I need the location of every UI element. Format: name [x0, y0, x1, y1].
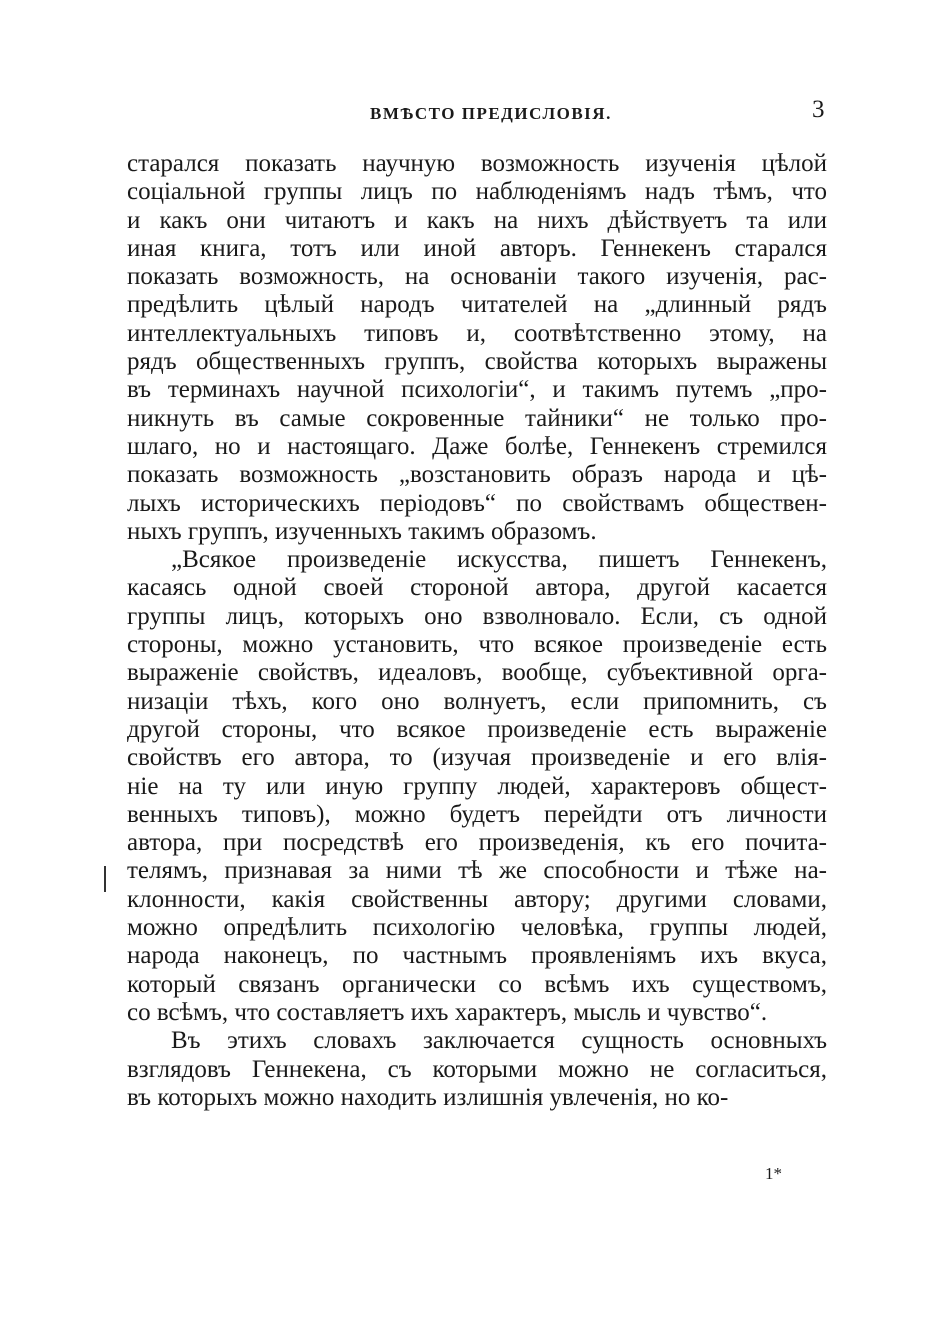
text-line: показать возможность „возстановить образъ народа и цѣ-	[127, 461, 827, 489]
text-line: который связанъ органически со всѣмъ ихъ существомъ,	[127, 970, 827, 998]
text-line: группы лицъ, которыхъ оно взволновало. Если, съ одной	[127, 602, 827, 630]
page-number: 3	[812, 96, 825, 123]
running-head: ВМѢСТО ПРЕДИСЛОВІЯ.	[370, 104, 612, 123]
body-text	[127, 150, 827, 1112]
text-line: „Всякое произведеніе искусства, пишетъ Геннекенъ,	[171, 546, 827, 574]
text-line: лыхъ историческихъ періодовъ“ по свойствамъ обществен-	[127, 489, 827, 517]
text-line: соціальной группы лицъ по наблюденіямъ надъ тѣмъ, что	[127, 178, 827, 206]
text-line: можно опредѣлить психологію человѣка, группы людей,	[127, 914, 827, 942]
text-line: старался показать научную возможность изученія цѣлой	[127, 150, 827, 177]
paragraph	[127, 1027, 827, 1112]
text-line: предѣлить цѣлый народъ читателей на „длинный рядъ	[127, 291, 827, 319]
text-line: венныхъ типовъ), можно будетъ перейдти отъ личности	[127, 800, 827, 828]
text-line: ныхъ группъ, изученныхъ такимъ образомъ.	[127, 517, 597, 545]
text-line: и какъ они читаютъ и какъ на нихъ дѣйствуетъ та или	[127, 206, 827, 234]
text-line: свойствъ его автора, то (изучая произведеніе и его влія-	[127, 744, 827, 772]
paragraph	[127, 546, 827, 1027]
text-line: со всѣмъ, что составляетъ ихъ характеръ, мысль и чувство“.	[127, 998, 768, 1026]
text-line: въ которыхъ можно находить излишнія увлеченія, но ко-	[127, 1083, 729, 1111]
text-line: показать возможность, на основаніи такого изученія, рас-	[127, 263, 827, 291]
text-line: никнуть въ самые сокровенные тайники“ не только про-	[127, 404, 827, 432]
text-line: другой стороны, что всякое произведеніе есть выраженіе	[127, 715, 827, 743]
page-header	[0, 96, 936, 136]
text-line: шлаго, но и настоящаго. Даже болѣе, Геннекенъ стремился	[127, 432, 827, 460]
paragraph	[127, 150, 827, 546]
text-line: народа наконецъ, по частнымъ проявленіямъ ихъ вкуса,	[127, 942, 827, 970]
text-line: клонности, какія свойственны автору; другими словами,	[127, 885, 827, 913]
text-line: телямъ, признавая за ними тѣ же способности и тѣже на-	[127, 857, 827, 885]
text-line: касаясь одной своей стороной автора, другой касается	[127, 574, 827, 602]
text-line: автора, при посредствѣ его произведенія, къ его почита-	[127, 829, 827, 857]
text-line: интеллектуальныхъ типовъ и, соотвѣтственно этому, на	[127, 319, 827, 347]
text-line: низаціи тѣхъ, кого оно волнуетъ, если припомнить, съ	[127, 687, 827, 715]
text-line: иная книга, тотъ или иной авторъ. Геннекенъ старался	[127, 234, 827, 262]
text-line: рядъ общественныхъ группъ, свойства которыхъ выражены	[127, 348, 827, 376]
text-line: въ терминахъ научной психологіи“, и такимъ путемъ „про-	[127, 376, 827, 404]
signature-mark: 1*	[765, 1164, 782, 1183]
text-line: взглядовъ Геннекена, съ которыми можно не согласиться,	[127, 1055, 827, 1083]
text-line: ніе на ту или иную группу людей, характеровъ общест-	[127, 772, 827, 800]
text-line: выраженіе свойствъ, идеаловъ, вообще, субъективной орга-	[127, 659, 827, 687]
text-line: стороны, можно установить, что всякое произведеніе есть	[127, 631, 827, 659]
text-line: Въ этихъ словахъ заключается сущность основныхъ	[171, 1027, 827, 1055]
margin-mark	[104, 866, 106, 892]
